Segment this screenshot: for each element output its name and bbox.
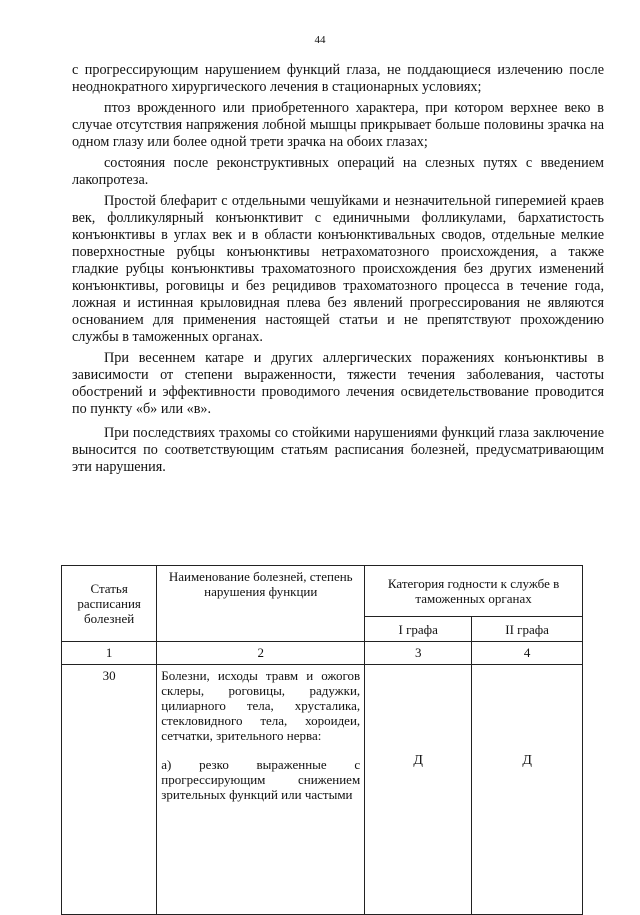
table-numbering-row [62, 642, 583, 665]
header-column-2: II графа [472, 617, 583, 642]
table-header-row [62, 566, 583, 617]
paragraph-4: Простой блефарит с отдельными чешуйками и незначительной гиперемией краев век, фолликулярный конъюнктивит с единичными фолликулами, бархатистость конъюнктивы в углах век и в области конъюнктивальных сводов, отдельные мелкие поверхностные рубцы конъюнктивы нетрахоматозного происхождения, а также гладкие рубцы конъюнктивы трахоматозного происхождения без других изменений конъюнктивы, роговицы и без рецидивов трахоматозного процесса в течение года, ложная и истинная крыловидная плева без явлений прогрессирования не являются основанием для применения настоящей статьи и не препятствуют прохождению службы в таможенных органах. [72, 193, 604, 345]
column-number: 4 [472, 642, 583, 665]
paragraph-6: При последствиях трахомы со стойкими нарушениями функций глаза заключение выносится по соответствующим статьям расписания болезней, предусматривающим эти нарушения. [72, 425, 604, 475]
page-number: 44 [314, 34, 326, 46]
column-number: 3 [365, 642, 472, 665]
disease-description: Болезни, исходы травм и ожогов склеры, роговицы, радужки, цилиарного тела, хрусталика, стекловидного тела, хороидеи, сетчатки, зрительного нерва: [161, 668, 361, 743]
category-column-1: Д [365, 665, 472, 915]
column-number: 2 [157, 642, 365, 665]
category-column-2: Д [472, 665, 583, 915]
disease-description-cell [157, 665, 365, 915]
article-number: 30 [62, 665, 157, 915]
paragraph-5: При весеннем катаре и других аллергических поражениях конъюнктивы в зависимости от степени выраженности, тяжести течения заболевания, частоты обострений и эффективности проводимого лечения освидетельствование проводится по пункту «б» или «в». [72, 350, 604, 417]
disease-subitem: а) резко выраженные с прогрессирующим снижением зрительных функций или частыми [161, 757, 361, 802]
paragraph-1: с прогрессирующим нарушением функций глаза, не поддающиеся излечению после неоднократного хирургического лечения в стационарных условиях; [72, 62, 604, 95]
disease-schedule-table [61, 565, 583, 915]
header-fitness-category: Категория годности к службе в таможенных органах [365, 566, 583, 617]
table-row [62, 665, 583, 915]
header-article: Статья расписания болезней [62, 566, 157, 642]
column-number: 1 [62, 642, 157, 665]
paragraph-3: состояния после реконструктивных операций на слезных путях с введением лакопротеза. [72, 155, 604, 188]
header-disease-name: Наименование болезней, степень нарушения функции [157, 566, 365, 642]
header-column-1: I графа [365, 617, 472, 642]
body-text [72, 62, 604, 480]
paragraph-2: птоз врожденного или приобретенного характера, при котором верхнее веко в случае отсутствия напряжения лобной мышцы прикрывает больше половины зрачка на одном глазу или более одной трети зрачка на обоих глазах; [72, 100, 604, 150]
